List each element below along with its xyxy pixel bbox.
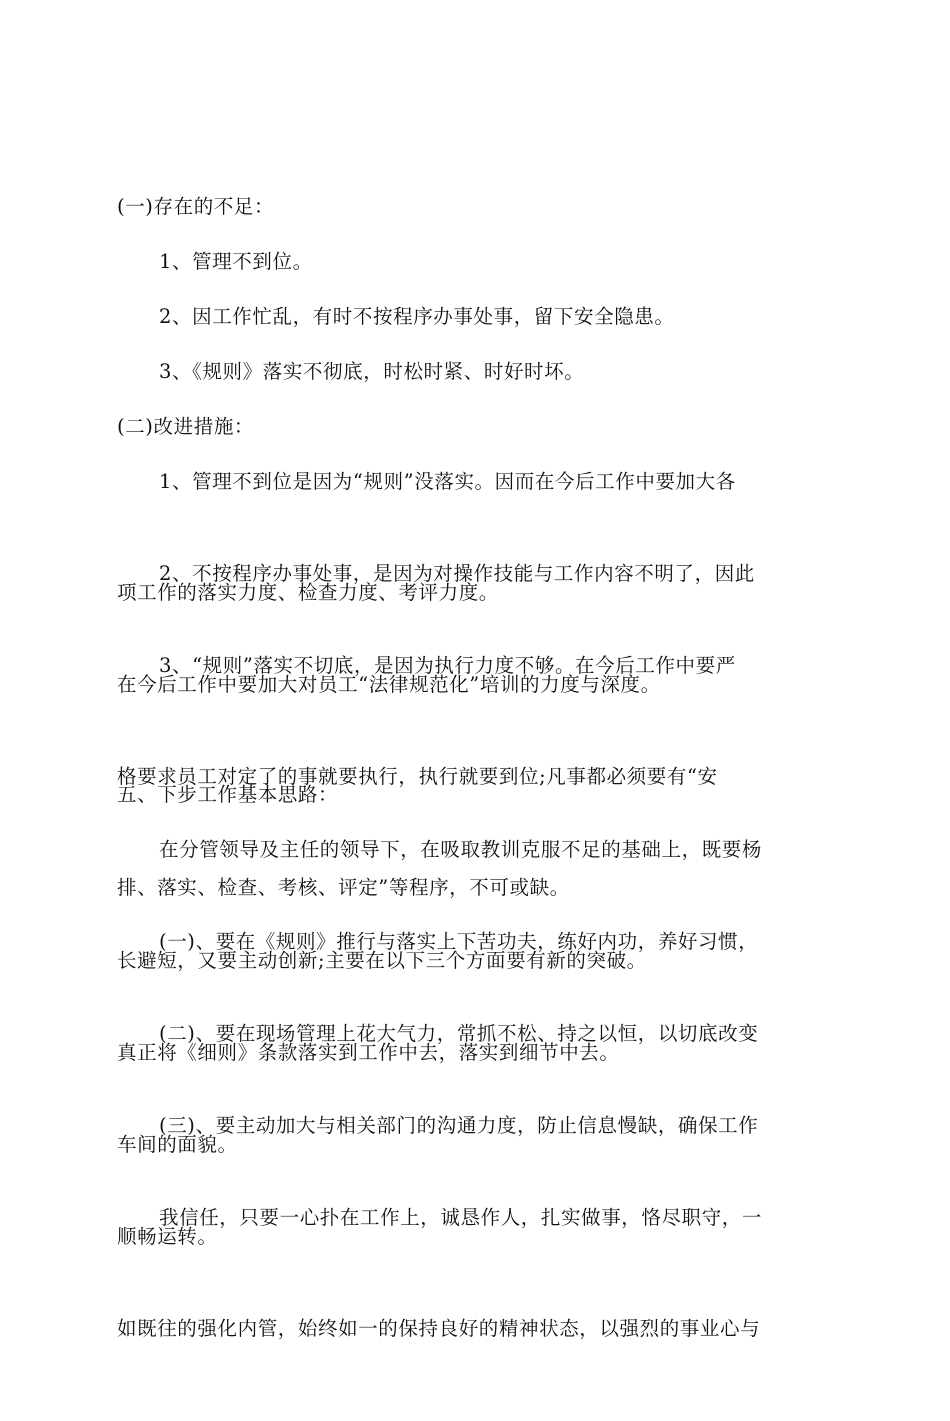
text-line: 1、管理不到位是因为“规则”没落实。因而在今后工作中要加大各 [159,470,736,493]
text-line: 3、《规则》落实不彻底，时松时紧、时好时坏。 [159,360,585,383]
text-line: 在今后工作中要加大对员工“法律规范化”培训的力度与深度。 [117,673,661,696]
closing-paragraph [117,1125,833,1421]
text-line: 2、不按程序办事处事，是因为对操作技能与工作内容不明了，因此 [159,562,755,585]
text-line: (一)、要在《规则》推行与落实上下苦功夫，练好内功，养好习惯， [159,930,759,953]
text-line: 车间的面貌。 [117,1133,238,1156]
text-line: 真正将《细则》条款落实到工作中去，落实到细节中去。 [117,1041,620,1064]
text-line: (二)、要在现场管理上花大气力，常抓不松、持之以恒，以切底改变 [159,1022,759,1045]
text-line: (二)改进措施： [117,415,255,438]
text-line: 顺畅运转。 [117,1225,218,1248]
text-line: 格要求员工对定了的事就要执行，执行就要到位;凡事都必须要有“安 [117,765,718,788]
text-line: 我信任，只要一心扑在工作上，诚恳作人，扎实做事，恪尽职守，一 [159,1206,763,1229]
text-line: 如既往的强化内管，始终如一的保持良好的精神状态，以强烈的事业心与 [117,1317,761,1340]
text-line: 五、下步工作基本思路： [117,783,339,806]
text-line: (一)存在的不足： [117,195,275,218]
text-line: 排、落实、检查、考核、评定”等程序，不可或缺。 [117,876,570,899]
text-line: 1、管理不到位。 [159,250,313,273]
text-line: 在分管领导及主任的领导下，在吸取教训克服不足的基础上，既要杨 [159,838,763,861]
text-line: 2、因工作忙乱，有时不按程序办事处事，留下安全隐患。 [159,305,675,328]
text-line: (三)、要主动加大与相关部门的沟通力度，防止信息慢缺，确保工作 [159,1114,759,1137]
text-line: 项工作的落实力度、检查力度、考评力度。 [117,581,499,604]
text-line: 3、“规则”落实不切底，是因为执行力度不够。在今后工作中要严 [159,654,736,677]
text-line: 长避短，又要主动创新;主要在以下三个方面要有新的突破。 [117,949,647,972]
